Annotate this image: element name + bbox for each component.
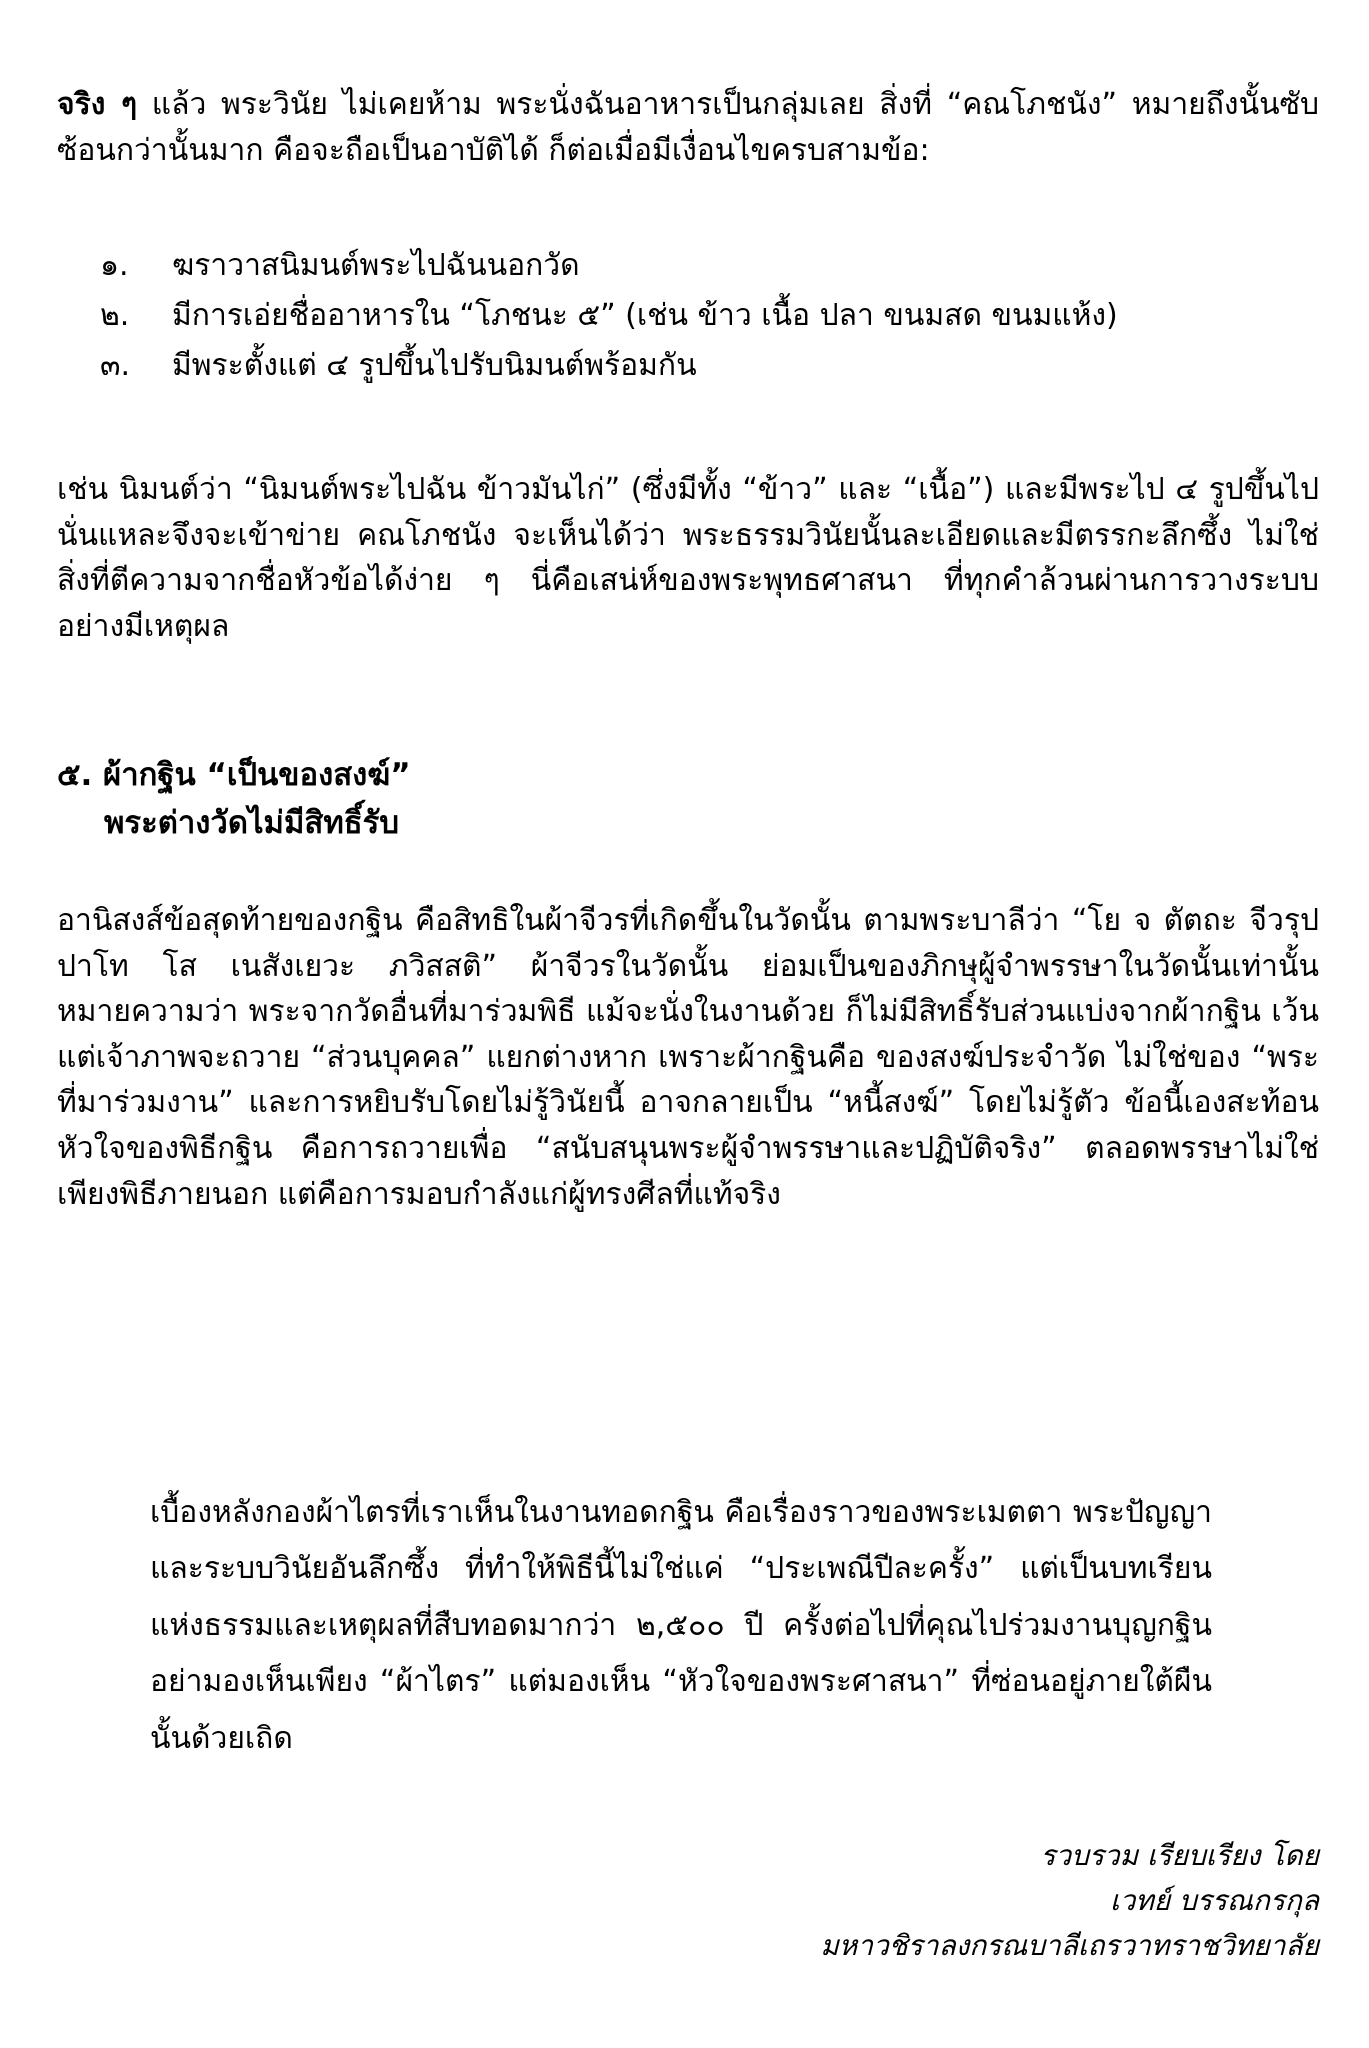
signature-author: เวทย์ บรรณกรกุล — [1110, 1883, 1319, 1917]
list-item-number: ๑. — [100, 248, 129, 283]
section-heading-line1: ๕. ผ้ากฐิน “เป็นของสงฆ์” — [57, 757, 411, 793]
closing-paragraph: เบื้องหลังกองผ้าไตรที่เราเห็นในงานทอดกฐิน คือเรื่องราวของพระเมตตา พระปัญญา และระบบวินัยอันลึกซึ้ง ที่ทำให้พิธีนี้ไม่ใช่แค่ “ประเพณีปีละครั้ง” แต่เป็นบทเรียนแห่งธรรมและเหตุผลที่สืบทอดมากว่า ๒,๕๐๐ ปี ครั้งต่อไปที่คุณไปร่วมงานบุญกฐินอย่ามองเห็นเพียง “ผ้าไตร” แต่มองเห็น “หัวใจของพระศาสนา” ที่ซ่อนอยู่ภายใต้ผืนนั้นด้วยเถิด — [150, 1495, 1212, 1756]
list-item-text: ฆราวาสนิมนต์พระไปฉันนอกวัด — [172, 248, 580, 283]
section-body-paragraph: อานิสงส์ข้อสุดท้ายของกฐิน คือสิทธิในผ้าจีวรที่เกิดขึ้นในวัดนั้น ตามพระบาลีว่า “โย จ ตัตถะ จีวรุปปาโท โส เนสังเยวะ ภวิสสติ” ผ้าจีวรในวัดนั้น ย่อมเป็นของภิกษุผู้จำพรรษาในวัดนั้นเท่านั้น หมายความว่า พระจากวัดอื่นที่มาร่วมพิธี แม้จะนั่งในงานด้วย ก็ไม่มีสิทธิ์รับส่วนแบ่งจากผ้ากฐิน เว้นแต่เจ้าภาพจะถวาย “ส่วนบุคคล” แยกต่างหาก เพราะผ้ากฐินคือ ของสงฆ์ประจำวัด ไม่ใช่ของ “พระที่มาร่วมงาน” และการหยิบรับโดยไม่รู้วินัยนี้ อาจกลายเป็น “หนี้สงฆ์” โดยไม่รู้ตัว ข้อนี้เองสะท้อนหัวใจของพิธีกฐิน คือการถวายเพื่อ “สนับสนุนพระผู้จำพรรษาและปฏิบัติจริง” ตลอดพรรษาไม่ใช่เพียงพิธีภายนอก แต่คือการมอบกำลังแก่ผู้ทรงศีลที่แท้จริง — [57, 903, 1319, 1212]
section-heading — [57, 751, 411, 847]
example-paragraph: เช่น นิมนต์ว่า “นิมนต์พระไปฉัน ข้าวมันไก่” (ซึ่งมีทั้ง “ข้าว” และ “เนื้อ”) และมีพระไป ๔ รูปขึ้นไปนั่นแหละจึงจะเข้าข่าย คณโภชนัง จะเห็นได้ว่า พระธรรมวินัยนั้นละเอียดและมีตรรกะลึกซึ้ง ไม่ใช่สิ่งที่ตีความจากชื่อหัวข้อได้ง่าย ๆ นี่คือเสน่ห์ของพระพุทธศาสนา ที่ทุกคำล้วนผ่านการวางระบบอย่างมีเหตุผล — [57, 472, 1319, 644]
list-item-number: ๒. — [100, 298, 130, 333]
list-item-number: ๓. — [100, 348, 131, 383]
section-heading-line2: พระต่างวัดไม่มีสิทธิ์รับ — [104, 805, 400, 842]
signature-institution: มหาวชิราลงกรณบาลีเถรวาทราชวิทยาลัย — [820, 1928, 1319, 1962]
conditions-list — [100, 243, 1118, 393]
list-item — [100, 343, 1118, 388]
list-item — [100, 243, 1118, 288]
signature-block — [820, 1834, 1319, 1968]
intro-lead: จริง ๆ — [57, 87, 138, 122]
signature-credit: รวบรวม เรียบเรียง โดย — [1040, 1839, 1319, 1872]
intro-text: แล้ว พระวินัย ไม่เคยห้าม พระนั่งฉันอาหารเป็นกลุ่มเลย สิ่งที่ “คณโภชนัง” หมายถึงนั้นซับซ้อนกว่านั้นมาก คือจะถือเป็นอาบัติได้ ก็ต่อเมื่อมีเงื่อนไขครบสามข้อ: — [57, 87, 1319, 168]
intro-paragraph — [57, 82, 1319, 173]
list-item-text: มีการเอ่ยชื่ออาหารใน “โภชนะ ๕” (เช่น ข้าว เนื้อ ปลา ขนมสด ขนมแห้ง) — [172, 298, 1118, 333]
list-item-text: มีพระตั้งแต่ ๔ รูปขึ้นไปรับนิมนต์พร้อมกัน — [172, 348, 697, 383]
list-item — [100, 293, 1118, 338]
